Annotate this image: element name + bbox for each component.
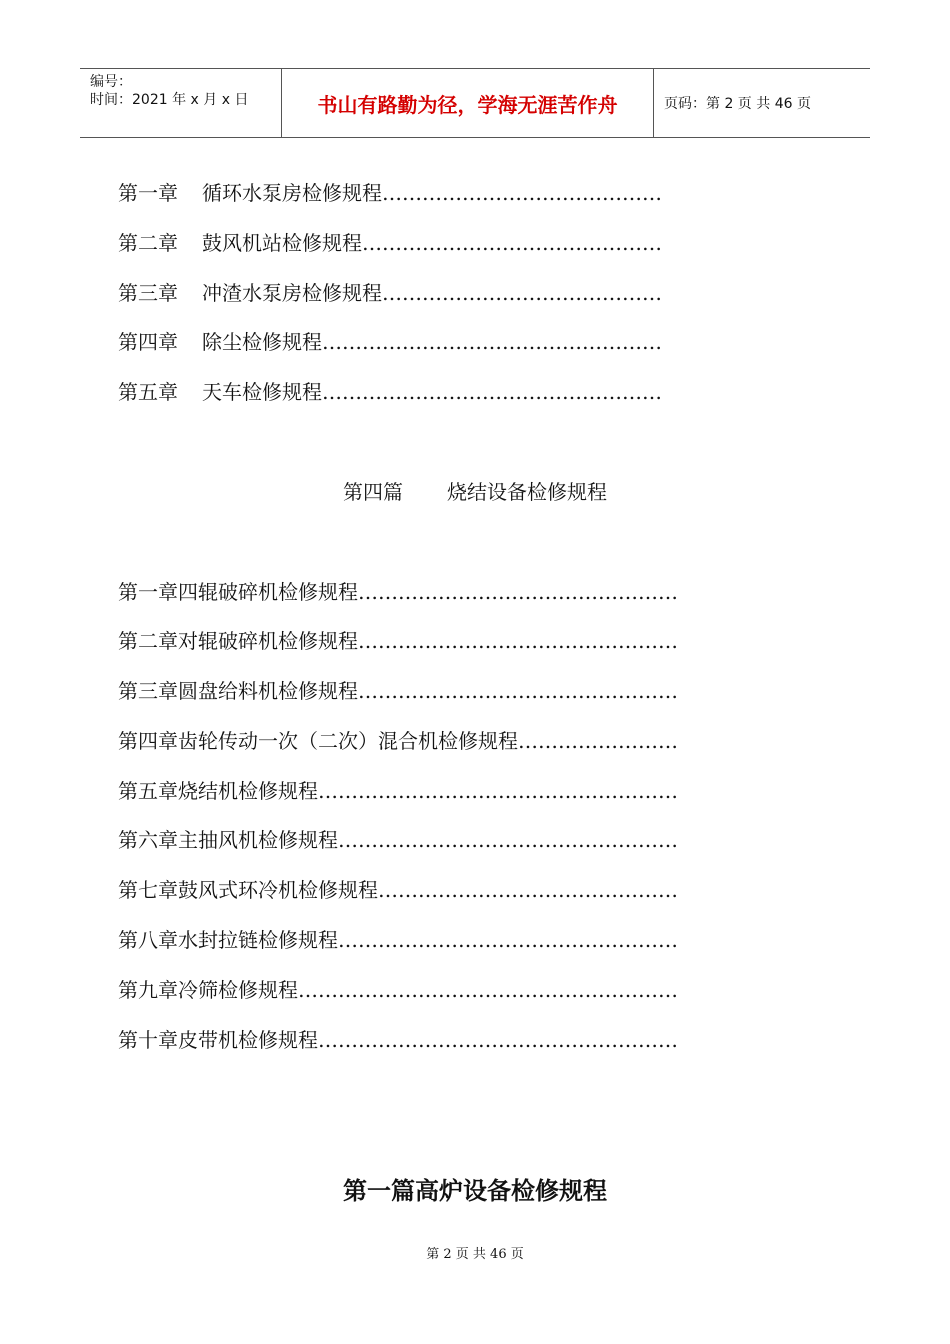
chapter-number: 第五章	[118, 380, 178, 404]
part-label: 第四篇	[343, 480, 403, 504]
toc-entry: 第五章烧结机检修规程………………………………………………	[118, 779, 678, 803]
toc-entry	[118, 329, 662, 355]
time-label: 时间：2021 年 x 月 x 日	[90, 92, 249, 108]
toc-entry	[118, 230, 662, 256]
chapter-title: 鼓风机站检修规程………………………………………	[202, 231, 662, 255]
code-label: 编号：	[90, 74, 132, 90]
toc-entry	[118, 280, 662, 306]
toc-entry	[118, 180, 662, 206]
toc-entry: 第一章四辊破碎机检修规程…………………………………………	[118, 580, 678, 604]
header-motto-cell	[282, 69, 654, 137]
page-header	[80, 68, 870, 138]
toc-entry: 第七章鼓风式环冷机检修规程………………………………………	[118, 878, 678, 902]
part-heading	[0, 479, 950, 505]
toc-entry: 第四章齿轮传动一次（二次）混合机检修规程……………………	[118, 729, 678, 753]
header-meta	[80, 69, 282, 137]
section-title: 第一篇高炉设备检修规程	[343, 1176, 607, 1205]
toc-entry: 第八章水封拉链检修规程……………………………………………	[118, 928, 678, 952]
toc-entry	[118, 379, 662, 405]
toc-entry: 第九章冷筛检修规程…………………………………………………	[118, 978, 678, 1002]
chapter-title: 冲渣水泵房检修规程……………………………………	[202, 281, 662, 305]
toc-entry: 第十章皮带机检修规程………………………………………………	[118, 1028, 678, 1052]
toc-entry: 第六章主抽风机检修规程……………………………………………	[118, 828, 678, 852]
chapter-title: 天车检修规程……………………………………………	[202, 380, 662, 404]
chapter-number: 第三章	[118, 281, 178, 305]
motto: 书山有路勤为径，学海无涯苦作舟	[317, 92, 618, 117]
page-info: 页码：第 2 页 共 46 页	[664, 96, 811, 112]
page-footer: 第 2 页 共 46 页	[426, 1247, 524, 1262]
part-title: 烧结设备检修规程	[447, 480, 607, 504]
toc-entry: 第三章圆盘给料机检修规程…………………………………………	[118, 679, 678, 703]
chapter-title: 除尘检修规程……………………………………………	[202, 330, 662, 354]
chapter-number: 第二章	[118, 231, 178, 255]
chapter-number: 第四章	[118, 330, 178, 354]
chapter-number: 第一章	[118, 181, 178, 205]
toc-entry: 第二章对辊破碎机检修规程…………………………………………	[118, 629, 678, 653]
header-page-info	[654, 69, 870, 137]
chapter-title: 循环水泵房检修规程……………………………………	[202, 181, 662, 205]
